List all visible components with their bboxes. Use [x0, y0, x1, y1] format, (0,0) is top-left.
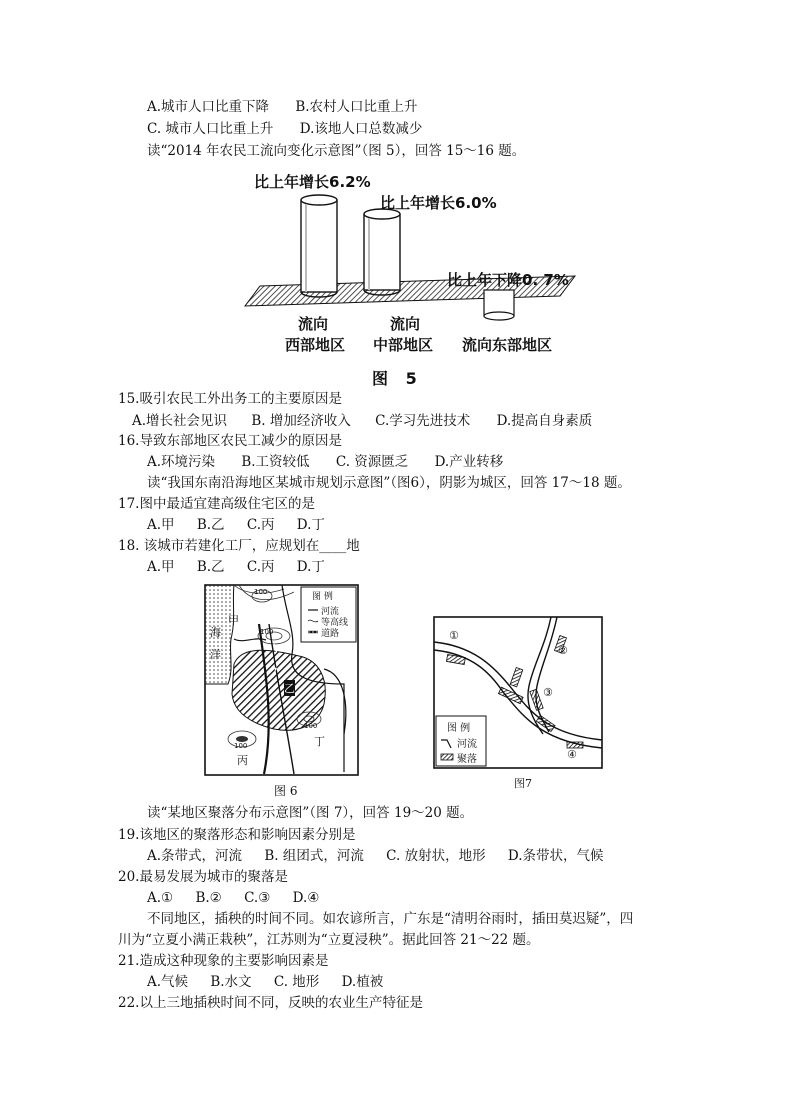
q15-options [132, 412, 592, 430]
q14-option-b[interactable]: B.农村人口比重上升 [295, 99, 418, 115]
q15-option-c[interactable]: C.学习先进技术 [375, 413, 471, 429]
q21-option-c[interactable]: C. 地形 [273, 974, 320, 990]
q18-options [147, 558, 325, 576]
fig7-legend-river: 河流 [457, 739, 477, 750]
q21-stem: 21.造成这种现象的主要影响因素是 [118, 953, 329, 969]
fig5-west-bar [301, 195, 337, 297]
fig5-central-label-1: 流向 [390, 315, 421, 333]
q18-option-b[interactable]: B.乙 [196, 559, 225, 575]
q18-option-d[interactable]: D.丁 [296, 559, 325, 575]
q16-option-b[interactable]: B.工资较低 [241, 454, 310, 470]
fig6-contour-2: 100 [260, 628, 274, 636]
fig7-legend-title: 图 例 [447, 723, 471, 734]
q15-option-a[interactable]: A.增长社会见识 [132, 413, 228, 429]
q20-option-c[interactable]: C.③ [244, 890, 271, 906]
fig6-label-sea-2: 洋 [210, 648, 221, 661]
q18-option-a[interactable]: A.甲 [147, 559, 175, 575]
fig6-label-ding: 丁 [314, 735, 325, 748]
fig6-contour-3: 100 [234, 742, 248, 750]
q21-intro-line-2: 川为“立夏小满正栽秧”，江苏则为“立夏浸秧”。据此回答 21～22 题。 [118, 932, 540, 948]
q15-stem: 15.吸引农民工外出务工的主要原因是 [118, 391, 342, 407]
q17-option-b[interactable]: B.乙 [196, 517, 225, 533]
fig5-east-change: 比上年下降0. 7% [447, 271, 569, 289]
q19-stem: 19.该地区的聚落形态和影响因素分别是 [118, 827, 356, 843]
fig7-legend-settlement: 聚落 [457, 754, 477, 765]
q19-options [147, 847, 604, 865]
q20-stem: 20.最易发展为城市的聚落是 [118, 869, 288, 885]
q19-option-a[interactable]: A.条带式，河流 [147, 848, 243, 864]
fig6-label-bing: 丙 [237, 754, 248, 767]
figure-5-chart [240, 168, 580, 363]
figure-7-map [433, 616, 603, 769]
fig5-west-label-2: 西部地区 [285, 336, 346, 354]
fig6-label-yi: 乙 [284, 682, 295, 695]
fig7-intro: 读“某地区聚落分布示意图”（图 7），回答 19～20 题。 [147, 805, 474, 821]
q22-stem: 22.以上三地插秧时间不同，反映的农业生产特征是 [118, 995, 423, 1011]
q18-option-c[interactable]: C.丙 [246, 559, 275, 575]
q14-option-a[interactable]: A.城市人口比重下降 [147, 99, 270, 115]
fig6-legend-contour: 等高线 [321, 618, 349, 628]
q17-option-c[interactable]: C.丙 [246, 517, 275, 533]
q16-option-c[interactable]: C. 资源匮乏 [335, 454, 409, 470]
q15-option-b[interactable]: B. 增加经济收入 [251, 413, 351, 429]
q20-option-b[interactable]: B.② [195, 890, 222, 906]
q21-option-d[interactable]: D.植被 [341, 974, 384, 990]
q19-option-c[interactable]: C. 放射状，地形 [386, 848, 486, 864]
figure-6-map [204, 584, 359, 776]
q21-options [147, 973, 383, 991]
fig6-caption: 图 6 [274, 784, 298, 798]
fig5-intro: 读“2014 年农民工流向变化示意图”（图 5），回答 15～16 题。 [147, 143, 526, 159]
fig7-marker-3: ③ [543, 686, 553, 699]
q14-option-c[interactable]: C. 城市人口比重上升 [147, 121, 274, 137]
fig5-central-change: 比上年增长6.0% [380, 194, 497, 212]
fig5-west-label-1: 流向 [298, 315, 329, 333]
fig7-marker-2: ② [558, 644, 568, 657]
q16-option-a[interactable]: A.环境污染 [147, 454, 216, 470]
fig6-label-sea-1: 海 [210, 626, 221, 639]
q19-option-b[interactable]: B. 组团式，河流 [264, 848, 364, 864]
fig5-central-bar [364, 209, 400, 295]
q16-stem: 16.导致东部地区农民工减少的原因是 [118, 433, 342, 449]
fig5-east-bar [480, 290, 520, 320]
fig6-contour-4: 100 [304, 722, 318, 730]
q17-options [147, 516, 325, 534]
q17-option-a[interactable]: A.甲 [147, 517, 175, 533]
q14-options-row1 [147, 98, 418, 116]
fig5-east-label: 流向东部地区 [462, 336, 553, 354]
q20-options [147, 889, 319, 907]
q21-option-a[interactable]: A.气候 [147, 974, 189, 990]
q16-options [147, 453, 503, 471]
fig6-legend-road: 道路 [321, 629, 340, 639]
fig6-intro: 读“我国东南沿海地区某城市规划示意图”（图6），阴影为城区，回答 17～18 题。 [147, 475, 631, 491]
q16-option-d[interactable]: D.产业转移 [434, 454, 504, 470]
fig6-legend-river: 河流 [321, 607, 340, 617]
fig5-west-change: 比上年增长6.2% [254, 173, 371, 191]
fig7-marker-4: ④ [567, 748, 577, 761]
q19-option-d[interactable]: D.条带状，气候 [507, 848, 604, 864]
q17-option-d[interactable]: D.丁 [296, 517, 325, 533]
q14-options-row2 [147, 120, 422, 138]
q17-stem: 17.图中最适宜建高级住宅区的是 [118, 496, 315, 512]
q21-option-b[interactable]: B.水文 [210, 974, 252, 990]
q18-stem: 18. 该城市若建化工厂，应规划在____地 [118, 538, 360, 554]
q21-intro-line-1: 不同地区，插秧的时间不同。如农谚所言，广东是“清明谷雨时，插田莫迟疑”，四 [147, 911, 634, 927]
fig5-central-label-2: 中部地区 [373, 336, 434, 354]
fig6-contour-1: 100 [254, 588, 268, 596]
fig7-marker-1: ① [449, 629, 459, 642]
q15-option-d[interactable]: D.提高自身素质 [496, 413, 593, 429]
fig5-caption: 图 5 [372, 369, 423, 388]
fig6-label-jia: 甲 [228, 614, 239, 627]
q20-option-a[interactable]: A.① [147, 890, 174, 906]
fig6-legend-title: 图 例 [312, 592, 333, 602]
fig7-caption: 图7 [514, 777, 532, 790]
q20-option-d[interactable]: D.④ [292, 890, 320, 906]
q14-option-d[interactable]: D.该地人口总数减少 [299, 121, 423, 137]
